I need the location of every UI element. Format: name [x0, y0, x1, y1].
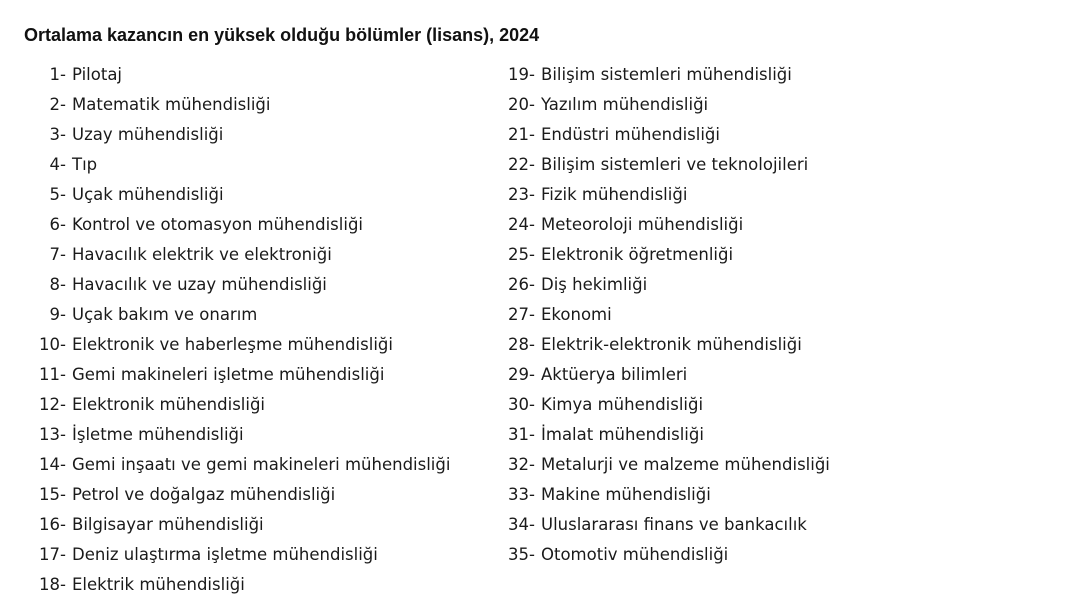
list-item	[0, 420, 450, 450]
list-item	[0, 360, 450, 390]
list-item	[470, 450, 830, 480]
rank-number: 10-	[39, 335, 66, 354]
rank-number: 18-	[39, 575, 66, 594]
rank-number: 3-	[49, 125, 66, 144]
rank-number: 12-	[39, 395, 66, 414]
department-name: İşletme mühendisliği	[72, 425, 244, 444]
rank-number: 21-	[508, 125, 535, 144]
department-name: Uzay mühendisliği	[72, 125, 224, 144]
department-name: Bilgisayar mühendisliği	[72, 515, 264, 534]
department-name: Gemi makineleri işletme mühendisliği	[72, 365, 385, 384]
department-name: Bilişim sistemleri mühendisliği	[541, 65, 792, 84]
department-name: Uçak mühendisliği	[72, 185, 224, 204]
department-name: Pilotaj	[72, 65, 123, 84]
department-name: Deniz ulaştırma işletme mühendisliği	[72, 545, 378, 564]
list-item	[0, 540, 450, 570]
rank-number: 20-	[508, 95, 535, 114]
rank-number: 14-	[39, 455, 66, 474]
department-name: Gemi inşaatı ve gemi makineleri mühendisliği	[72, 455, 451, 474]
department-name: Makine mühendisliği	[541, 485, 711, 504]
list-item	[0, 480, 450, 510]
list-item	[470, 60, 830, 90]
ranking-list-left	[0, 60, 450, 600]
rank-number: 9-	[49, 305, 66, 324]
list-item	[470, 180, 830, 210]
rank-number: 26-	[508, 275, 535, 294]
department-name: Elektronik öğretmenliği	[541, 245, 734, 264]
department-name: Elektrik-elektronik mühendisliği	[541, 335, 802, 354]
rank-number: 17-	[39, 545, 66, 564]
department-name: Fizik mühendisliği	[541, 185, 688, 204]
department-name: Otomotiv mühendisliği	[541, 545, 729, 564]
list-item	[470, 240, 830, 270]
list-item	[0, 270, 450, 300]
department-name: Yazılım mühendisliği	[541, 95, 709, 114]
list-item	[470, 210, 830, 240]
rank-number: 23-	[508, 185, 535, 204]
rank-number: 19-	[508, 65, 535, 84]
list-item	[0, 390, 450, 420]
rank-number: 13-	[39, 425, 66, 444]
rank-number: 5-	[49, 185, 66, 204]
list-item	[0, 240, 450, 270]
rank-number: 16-	[39, 515, 66, 534]
department-name: Havacılık ve uzay mühendisliği	[72, 275, 327, 294]
list-item	[0, 300, 450, 330]
rank-number: 35-	[508, 545, 535, 564]
list-item	[0, 330, 450, 360]
department-name: Uluslararası finans ve bankacılık	[541, 515, 807, 534]
department-name: Petrol ve doğalgaz mühendisliği	[72, 485, 336, 504]
rank-number: 22-	[508, 155, 535, 174]
rank-number: 30-	[508, 395, 535, 414]
department-name: Endüstri mühendisliği	[541, 125, 720, 144]
department-name: Havacılık elektrik ve elektroniği	[72, 245, 332, 264]
list-item	[470, 480, 830, 510]
department-name: Bilişim sistemleri ve teknolojileri	[541, 155, 809, 174]
rank-number: 31-	[508, 425, 535, 444]
department-name: Kontrol ve otomasyon mühendisliği	[72, 215, 364, 234]
list-item	[470, 390, 830, 420]
department-name: Kimya mühendisliği	[541, 395, 704, 414]
list-item	[0, 120, 450, 150]
list-item	[0, 180, 450, 210]
department-name: Elektrik mühendisliği	[72, 575, 245, 594]
list-item	[470, 150, 830, 180]
department-name: İmalat mühendisliği	[541, 425, 704, 444]
list-item	[470, 540, 830, 570]
department-name: Tıp	[72, 155, 98, 174]
rank-number: 34-	[508, 515, 535, 534]
rank-number: 32-	[508, 455, 535, 474]
list-item	[0, 90, 450, 120]
rank-number: 33-	[508, 485, 535, 504]
department-name: Matematik mühendisliği	[72, 95, 271, 114]
list-item	[0, 150, 450, 180]
department-name: Meteoroloji mühendisliği	[541, 215, 744, 234]
rank-number: 1-	[49, 65, 66, 84]
list-item	[0, 210, 450, 240]
rank-number: 29-	[508, 365, 535, 384]
list-item	[470, 510, 830, 540]
page-title: Ortalama kazancın en yüksek olduğu bölümler (lisans), 2024	[24, 25, 540, 45]
list-item	[470, 360, 830, 390]
department-name: Elektronik ve haberleşme mühendisliği	[72, 335, 393, 354]
department-name: Uçak bakım ve onarım	[72, 305, 258, 324]
rank-number: 11-	[39, 365, 66, 384]
rank-number: 27-	[508, 305, 535, 324]
department-name: Ekonomi	[541, 305, 612, 324]
department-name: Metalurji ve malzeme mühendisliği	[541, 455, 830, 474]
rank-number: 24-	[508, 215, 535, 234]
rank-number: 7-	[49, 245, 66, 264]
list-item	[0, 60, 450, 90]
list-item	[470, 300, 830, 330]
ranking-list-right	[470, 60, 830, 570]
list-item	[0, 450, 450, 480]
department-name: Diş hekimliği	[541, 275, 648, 294]
list-item	[470, 270, 830, 300]
rank-number: 15-	[39, 485, 66, 504]
department-name: Elektronik mühendisliği	[72, 395, 266, 414]
rank-number: 4-	[49, 155, 66, 174]
list-item	[470, 120, 830, 150]
rank-number: 28-	[508, 335, 535, 354]
department-name: Aktüerya bilimleri	[541, 365, 688, 384]
rank-number: 25-	[508, 245, 535, 264]
list-item	[470, 420, 830, 450]
rank-number: 8-	[49, 275, 66, 294]
list-item	[470, 330, 830, 360]
list-item	[470, 90, 830, 120]
list-item	[0, 510, 450, 540]
rank-number: 2-	[49, 95, 66, 114]
rank-number: 6-	[49, 215, 66, 234]
list-item	[0, 570, 450, 600]
